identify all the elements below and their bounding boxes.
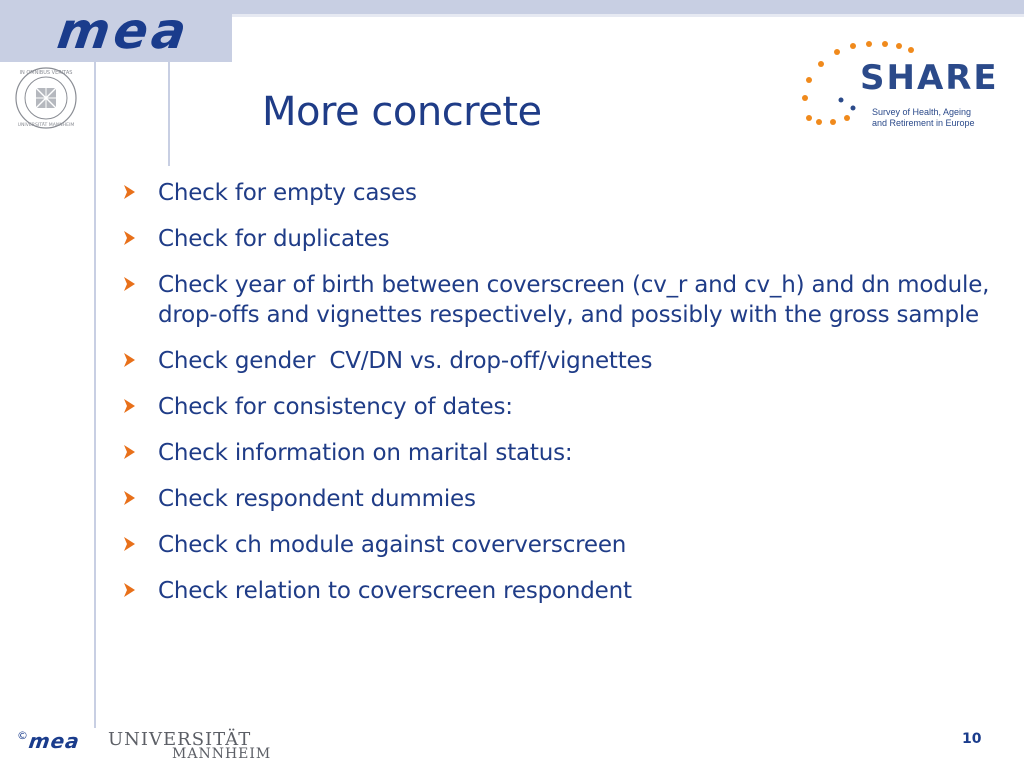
bullet-item [120,484,990,514]
title-vertical-rule [168,62,170,166]
svg-text:IN OMNIBUS VERITAS: IN OMNIBUS VERITAS [19,70,73,76]
footer-university-city: MANNHEIM [172,746,272,762]
arrow-bullet-icon [120,489,138,507]
bullet-item [120,576,990,606]
share-subtitle-line-1: Survey of Health, Ageing [872,107,972,117]
arrow-bullet-icon [120,275,138,293]
bullet-text: Check year of birth between coverscreen (cv_r and cv_h) and dn module, drop-offs and vignettes respectively, and possibly with the gross sample [158,272,990,328]
svg-text:UNIVERSITÄT MANNHEIM: UNIVERSITÄT MANNHEIM [17,123,75,128]
bullet-text: Check ch module against coververscreen [158,532,627,558]
bullet-text: Check for consistency of dates: [158,394,513,420]
bullet-item [120,438,990,468]
bullet-text: Check respondent dummies [158,486,476,512]
bullet-text: Check for empty cases [158,180,417,206]
arrow-bullet-icon [120,443,138,461]
bullet-item [120,346,990,376]
footer-university-name: UNIVERSITÄT [108,729,252,750]
bullet-text: Check information on marital status: [158,440,573,466]
arrow-bullet-icon [120,351,138,369]
bullet-item [120,224,990,254]
bullet-text: Check for duplicates [158,226,390,252]
bullet-text: Check gender CV/DN vs. drop-off/vignettes [158,348,653,374]
footer-mea-logo: mea [27,729,82,753]
bullet-item [120,178,990,208]
arrow-bullet-icon [120,183,138,201]
mea-logo: mea [53,2,194,60]
university-seal-icon [14,66,78,130]
page-number: 10 [962,731,982,747]
share-logo-text: SHARE [860,58,999,98]
share-subtitle-line-2: and Retirement in Europe [872,118,975,128]
bullet-text: Check relation to coverscreen respondent [158,578,632,604]
bullet-item [120,530,990,560]
arrow-bullet-icon [120,581,138,599]
slide-title: More concrete [262,89,542,135]
bullet-list [120,178,990,622]
bullet-item [120,392,990,422]
arrow-bullet-icon [120,397,138,415]
arrow-bullet-icon [120,535,138,553]
footer-copyright: © [17,729,28,742]
arrow-bullet-icon [120,229,138,247]
share-logo-subtitle [872,107,1012,129]
left-vertical-rule [94,0,96,728]
bullet-item [120,270,990,330]
